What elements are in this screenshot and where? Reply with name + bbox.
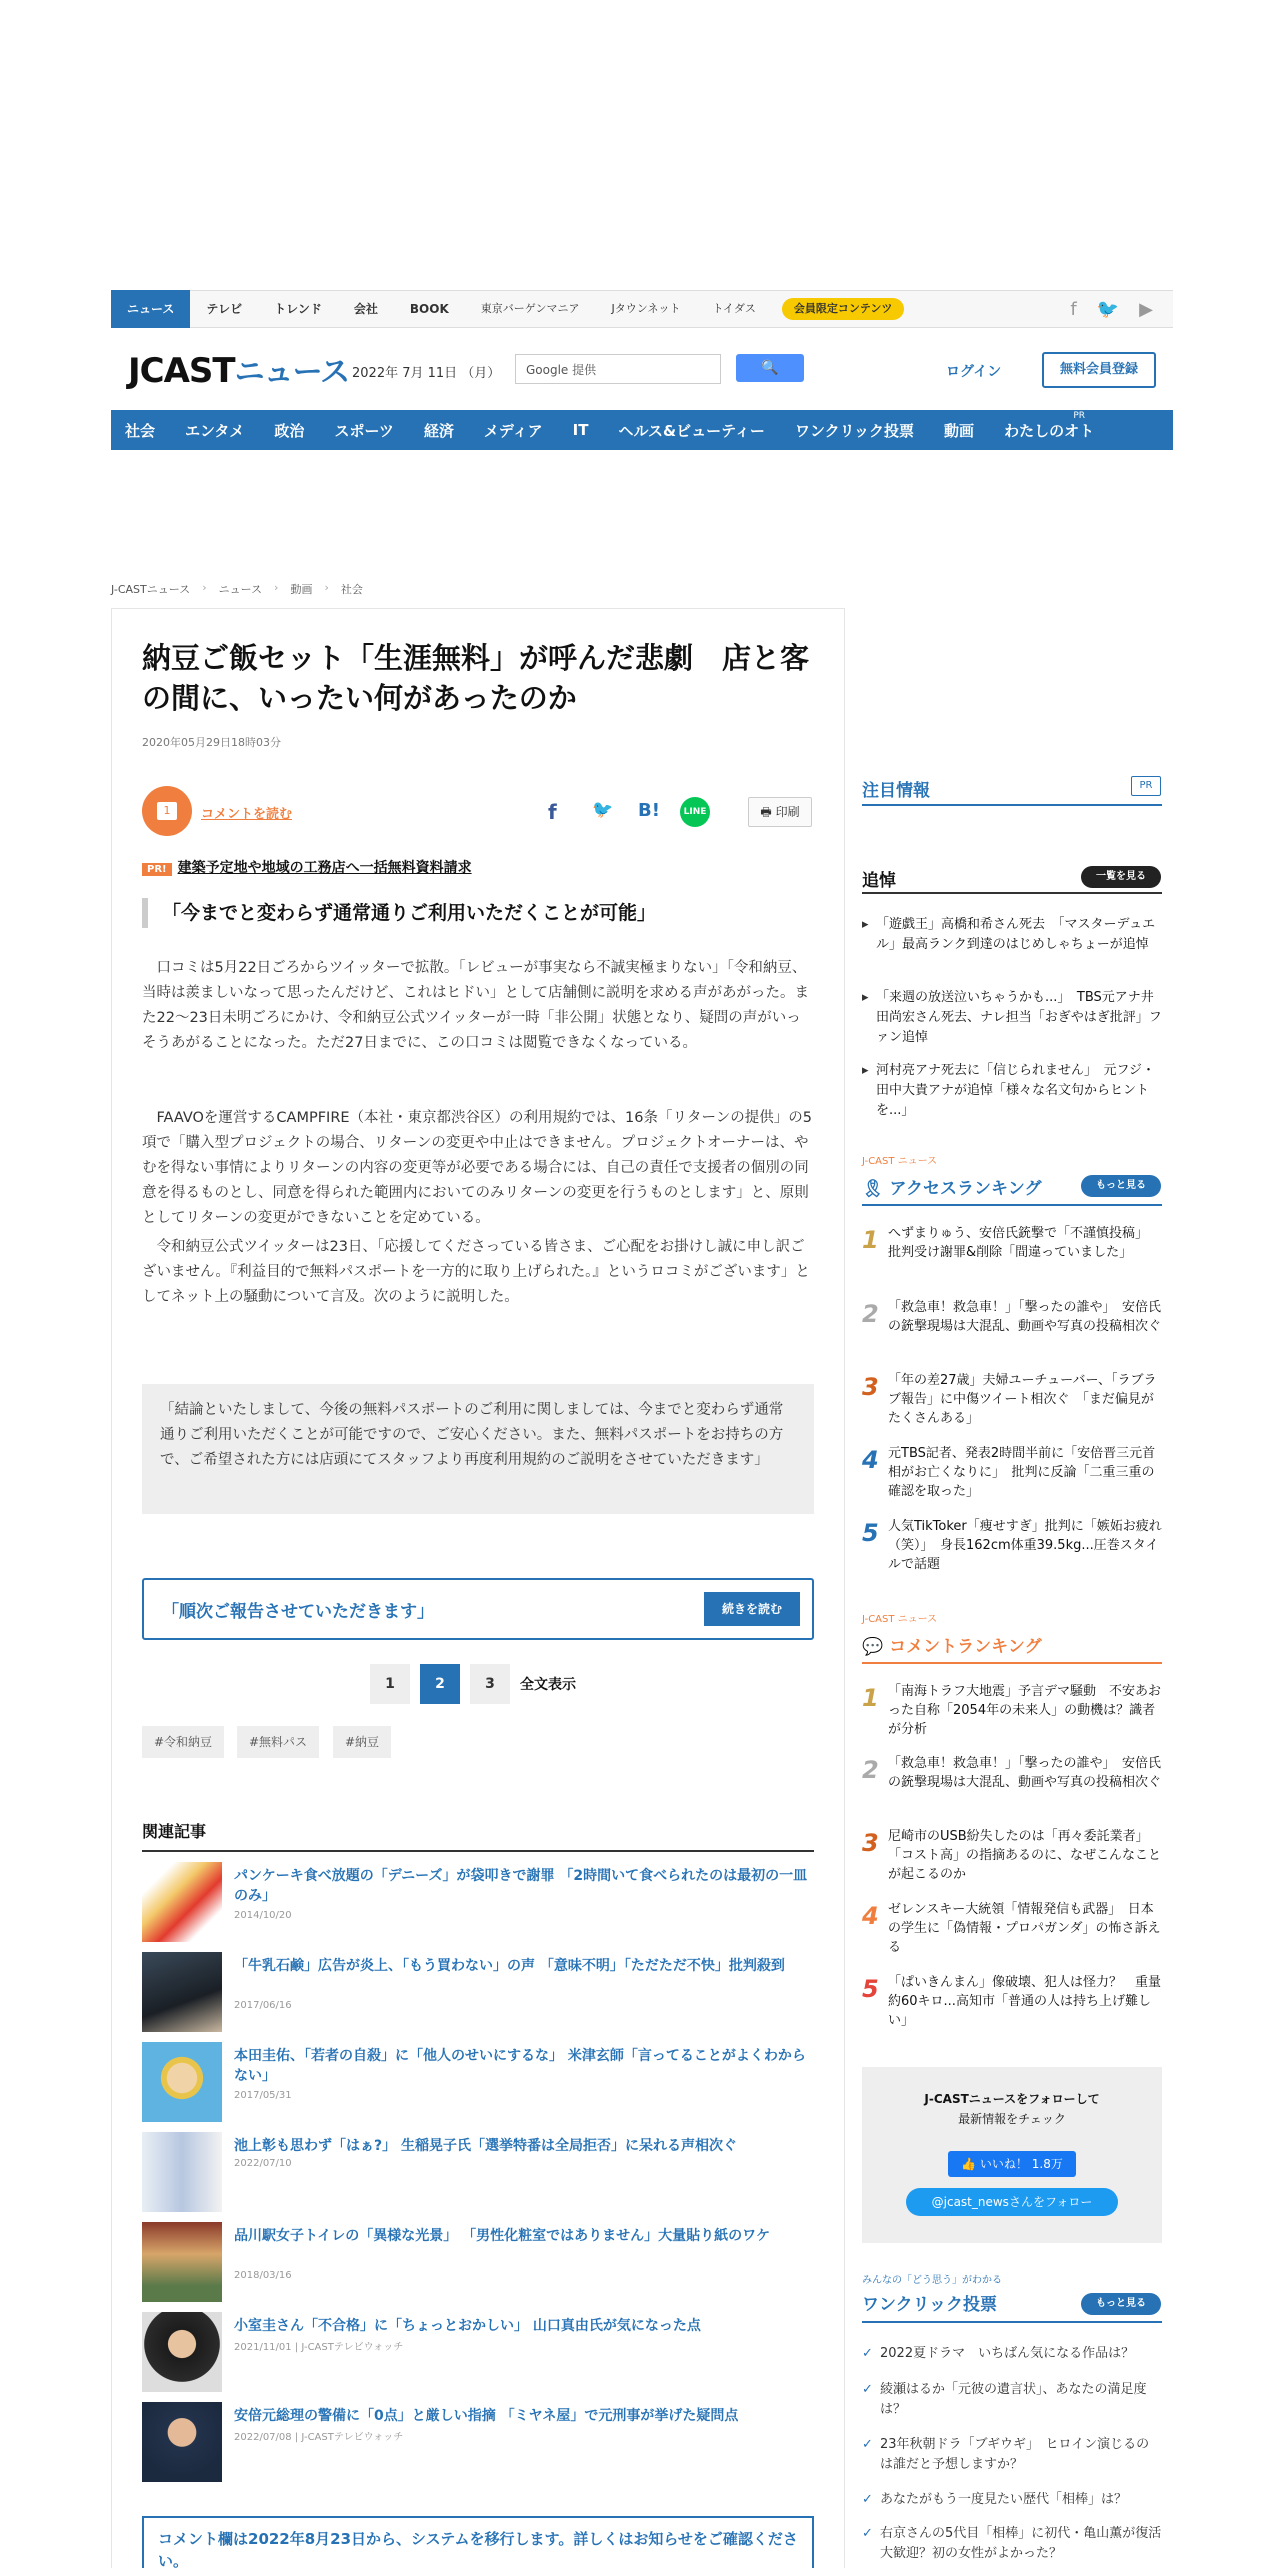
tribute-item-text: ▸ 「遊戯王」高橋和希さん死去 「マスターデュエル」最高ランク到達のはじめしゃちょーが追悼 <box>876 917 1156 952</box>
related-article[interactable] <box>142 2402 814 2486</box>
rank-number: 1 <box>862 1684 879 1712</box>
related-article[interactable] <box>142 2312 814 2396</box>
tribute-item-text: ▸ 「来週の放送泣いちゃうかも...」 TBS元アナ井田尚宏さん死去、ナレ担当「おぎやはぎ批評」ファン追悼 <box>876 990 1162 1045</box>
vote-item-text: ✓ 23年秋朝ドラ「ブギウギ」 ヒロイン演じるのは誰だと予想しますか？ <box>880 2437 1150 2472</box>
nav-it[interactable]: IT <box>572 421 589 439</box>
topbar-trend[interactable]: トレンド <box>274 302 322 316</box>
nav-video[interactable]: 動画 <box>944 421 975 440</box>
ranking-text: 「救急車！救急車！」「撃ったの誰や」 安倍氏の銃撃現場は大混乱、動画や写真の投稿相次ぐ <box>888 1756 1162 1790</box>
related-title: 「牛乳石鹸」広告が炎上、「もう買わない」の声 「意味不明」「ただただ不快」批判殺到 <box>234 1958 785 1974</box>
nav-entame[interactable]: エンタメ <box>185 421 245 440</box>
ranking-text: 「南海トラフ大地震」予言デマ騒動 不安あおった自称「2054年の未来人」の動機は？識者が分析 <box>888 1684 1162 1737</box>
featured-divider <box>862 804 1162 806</box>
topbar-tv[interactable]: テレビ <box>206 302 243 316</box>
rank-number: 5 <box>862 1975 879 2003</box>
tribute-item[interactable] <box>862 1061 1162 1121</box>
main-nav <box>111 410 1173 450</box>
topbar-toidas[interactable]: トイダス <box>712 302 756 315</box>
related-divider <box>142 1850 814 1852</box>
rank-number: 3 <box>862 1829 879 1857</box>
tribute-item-text: ▸ 河村亮アナ死去に「信じられません」 元フジ・田中大貴アナが追悼「様々な名文句からヒントを...」 <box>876 1063 1155 1118</box>
logo-j: J <box>128 351 140 391</box>
member-content-button[interactable]: 会員限定コンテンツ <box>782 298 904 320</box>
featured-pr-badge: PR <box>1131 776 1161 796</box>
related-title: 安倍元総理の警備に「0点」と厳しい指摘 「ミヤネ屋」で元刑事が挙げた疑問点 <box>234 2408 739 2424</box>
related-date: 2022/07/10 <box>234 2158 292 2169</box>
ranking-text: へずまりゅう、安倍氏銃撃で「不謹慎投稿」 批判受け謝罪&削除「間違っていました」 <box>888 1226 1155 1260</box>
vote-item[interactable] <box>862 2435 1162 2475</box>
follow-line-2: 最新情報をチェック <box>958 2112 1066 2126</box>
access-ranking-more-button[interactable]: もっと見る <box>1081 1175 1161 1197</box>
nav-watashi[interactable]: わたしのオト <box>1004 421 1095 440</box>
read-comments-link[interactable]: コメントを読む <box>201 807 293 822</box>
page-1-button[interactable]: 1 <box>370 1664 410 1704</box>
ranking-text: 尼崎市のUSB紛失したのは「再々委託業者」 「コスト高」の指摘あるのに、なぜこんなことが起こるのか <box>888 1829 1162 1882</box>
related-thumbnail <box>142 1862 222 1942</box>
speech-bubble-icon: 💬 <box>862 1637 890 1657</box>
nav-health[interactable]: ヘルス&ビューティー <box>618 421 765 440</box>
topbar-book[interactable]: BOOK <box>409 302 449 316</box>
pr-link[interactable] <box>142 857 472 877</box>
login-link[interactable]: ログイン <box>946 364 1002 380</box>
article-paragraph-2: FAAVOを運営するCAMPFIRE（本社・東京都渋谷区）の利用規約では、16条「リターンの提供」の5項で「購入型プロジェクトの場合、リターンの変更や中止はできません。プロジェクトオーナーは、やむを得ない事情によりリターンの内容の変更等が必要である場合には、自己の責任で支援者の個別の同意を得るものとし、同意を得られた範囲内においてのみリターンの変更を行うものとします」と、原則としてリターンの変更ができないことを定めている。 <box>142 1110 812 1226</box>
vote-item[interactable] <box>862 2524 1175 2564</box>
vote-more-button[interactable]: もっと見る <box>1081 2293 1161 2315</box>
related-articles-title: 関連記事 <box>142 1822 207 1841</box>
breadcrumb-home[interactable]: J-CASTニュース <box>111 583 191 596</box>
related-title: 池上彰も思わず「はぁ?」 生稲晃子氏「選挙特番は全局拒否」に呆れる声相次ぐ <box>234 2138 737 2154</box>
vote-source: みんなの「どう思う」がわかる <box>862 2275 1002 2286</box>
page-3-button[interactable]: 3 <box>470 1664 510 1704</box>
full-text-link[interactable]: 全文表示 <box>520 1677 576 1693</box>
related-date: 2017/06/16 <box>234 2000 292 2011</box>
tribute-more-button[interactable]: 一覧を見る <box>1081 866 1161 888</box>
tribute-divider <box>862 892 1162 894</box>
comment-count-badge[interactable] <box>142 786 192 836</box>
tag-free-pass[interactable]: #無料パス <box>237 1726 319 1758</box>
vote-item-text: ✓ 右京さんの5代目「相棒」に初代・亀山薫が復活 大歓迎？初の女性がよかった？ <box>880 2526 1175 2561</box>
vote-item[interactable] <box>862 2344 1162 2364</box>
topbar-company[interactable]: 会社 <box>353 302 378 316</box>
search-button[interactable] <box>736 354 804 382</box>
ranking-text: ゼレンスキー大統領「情報発信も武器」 日本の学生に「偽情報・プロパガンダ」の怖さ訴える <box>888 1902 1161 1955</box>
continue-reading-button[interactable]: 続きを読む <box>704 1592 800 1626</box>
vote-item[interactable] <box>862 2380 1162 2420</box>
related-title: 品川駅女子トイレの「異様な光景」 「男性化粧室ではありません」大量貼り紙のワケ <box>234 2228 771 2244</box>
nav-media[interactable]: メディア <box>483 421 543 440</box>
related-article[interactable] <box>142 2222 814 2306</box>
topbar-news[interactable]: ニュース <box>111 290 190 328</box>
hatena-bookmark-icon[interactable]: B! <box>638 800 660 821</box>
vote-title: ワンクリック投票 <box>862 2295 997 2315</box>
related-thumbnail <box>142 1952 222 2032</box>
top-site-bar <box>111 290 1173 328</box>
article-subheading: 「今までと変わらず通常通りご利用いただくことが可能」 <box>142 898 812 928</box>
access-ranking-title <box>862 1174 1042 1199</box>
related-title: 本田圭佑、「若者の自殺」に「他人のせいにするな」 米津玄師「言ってることがよくわからない」 <box>234 2048 806 2084</box>
vote-item[interactable] <box>862 2490 1162 2510</box>
rank-number: 5 <box>862 1519 879 1547</box>
breadcrumb-news[interactable]: ニュース <box>218 583 263 596</box>
breadcrumb-video[interactable]: 動画 <box>290 583 313 596</box>
vote-item-text: ✓ あなたがもう一度見たい歴代「相棒」は？ <box>880 2492 1128 2507</box>
line-share-icon[interactable]: LINE <box>680 797 710 827</box>
facebook-share-icon[interactable]: f <box>548 800 557 824</box>
article-paragraph-1: 口コミは5月22日ごろからツイッターで拡散。「レビューが事実なら不誠実極まりない」「令和納豆、当時は羨ましいなって思ったんだけど、これはヒドい」として店舗側に説明を求める声があがった。また22～23日未明ごろにかけ、令和納豆公式ツイッターが一時「非公開」状態となり、疑問の声がいっそうあがることになった。ただ27日までに、この口コミは閲覧できなくなっている。 <box>142 960 809 1051</box>
facebook-icon[interactable]: f <box>1070 298 1077 320</box>
related-article[interactable] <box>142 2042 814 2126</box>
comment-ranking-divider <box>862 1662 1162 1664</box>
nav-sports[interactable]: スポーツ <box>334 421 394 440</box>
comment-system-notice[interactable]: コメント欄は2022年8月23日から、システムを移行します。詳しくはお知らせをご確認ください。 <box>142 2516 814 2568</box>
ranking-text: 「年の差27歳」夫婦ユーチューバー、「ラブラブ報告」に中傷ツイート相次ぐ 「まだ偏見がたくさんある」 <box>888 1373 1157 1426</box>
access-ranking-label: アクセスランキング <box>889 1179 1042 1199</box>
comment-ranking-label: コメントランキング <box>889 1637 1042 1657</box>
breadcrumb-society[interactable]: 社会 <box>340 583 363 596</box>
twitter-icon[interactable]: 🐦 <box>1096 298 1120 320</box>
related-thumbnail <box>142 2312 222 2392</box>
comment-ranking-source: J-CAST ニュース <box>862 1614 938 1625</box>
article-date: 2020年05月29日18時03分 <box>142 736 281 749</box>
featured-title: 注目情報 <box>862 781 930 801</box>
follow-text <box>862 2089 1162 2129</box>
logo-news: ニュース <box>234 355 350 390</box>
rank-number: 4 <box>862 1902 879 1930</box>
comment-count: 1 <box>157 802 177 820</box>
related-date: 2018/03/16 <box>234 2270 292 2281</box>
nav-politics[interactable]: 政治 <box>274 421 305 440</box>
comment-ranking-title <box>862 1632 1042 1657</box>
nav-economy[interactable]: 経済 <box>423 421 454 440</box>
twitter-follow-button[interactable]: @jcast_newsさんをフォロー <box>906 2188 1118 2216</box>
tribute-item[interactable] <box>862 915 1162 955</box>
tag-reiwa-natto[interactable]: #令和納豆 <box>142 1726 224 1758</box>
continue-teaser: 「順次ご報告させていただきます」 <box>162 1602 434 1622</box>
rank-number: 4 <box>862 1446 879 1474</box>
related-thumbnail <box>142 2132 222 2212</box>
nav-society[interactable]: 社会 <box>125 421 156 440</box>
search-icon: 🔍 <box>761 360 779 376</box>
related-date: 2021/11/01 | J-CASTテレビウォッチ <box>234 2342 404 2353</box>
related-thumbnail <box>142 2402 222 2482</box>
follow-line-1: J-CASTニュースをフォローして <box>924 2092 1100 2106</box>
nav-pr-label: PR <box>1073 411 1085 421</box>
print-button[interactable] <box>748 797 812 827</box>
access-ranking-source: J-CAST ニュース <box>862 1156 938 1167</box>
related-title: パンケーキ食べ放題の「デニーズ」が袋叩きで謝罪 「2時間いて食べられたのは最初の一皿のみ」 <box>234 1868 808 1904</box>
topbar-bargain[interactable]: 東京バーゲンマニア <box>480 302 580 315</box>
related-article[interactable] <box>142 1952 814 2036</box>
twitter-share-icon[interactable]: 🐦 <box>592 800 614 820</box>
pr-link-text: 建築予定地や地域の工務店へ一括無料資料請求 <box>177 860 472 876</box>
logo-cast: CAST <box>139 351 235 391</box>
ranking-text: 人気TikToker「痩せすぎ」批判に「嫉妬お疲れ（笑）」 身長162cm体重39.5kg...圧巻スタイルで話題 <box>888 1519 1162 1572</box>
related-title: 小室圭さん「不合格」に「ちょっとおかしい」 山口真由氏が気になった点 <box>234 2318 701 2334</box>
rank-number: 2 <box>862 1756 879 1784</box>
follow-box <box>862 2067 1162 2243</box>
rank-number: 3 <box>862 1373 879 1401</box>
ribbon-icon: 🎗 <box>862 1179 890 1199</box>
article-paragraph-3: 令和納豆公式ツイッターは23日、「応援してくださっている皆さま、ご心配をお掛けし誠に申し訳ございません。『利益目的で無料パスポートを一方的に取り上げられた。』というロコミがございます」としてネット上の騒動について言及。次のように説明した。 <box>142 1239 810 1305</box>
article-title: 納豆ご飯セット「生涯無料」が呼んだ悲劇 店と客の間に、いったい何があったのか <box>142 641 810 715</box>
tag-natto[interactable]: #納豆 <box>333 1726 391 1758</box>
rank-number: 2 <box>862 1300 879 1328</box>
related-thumbnail <box>142 2222 222 2302</box>
related-date: 2017/05/31 <box>234 2090 292 2101</box>
related-article[interactable] <box>142 1862 814 1946</box>
related-date: 2022/07/08 | J-CASTテレビウォッチ <box>234 2432 404 2443</box>
related-date: 2014/10/20 <box>234 1910 292 1921</box>
vote-divider <box>862 2321 1162 2323</box>
register-button[interactable]: 無料会員登録 <box>1042 352 1156 388</box>
site-logo[interactable] <box>128 347 349 391</box>
ranking-text: 「ぱいきんまん」像破壊、犯人は怪力？ 重量約60キロ...高知市「普通の人は持ち上げ難しい」 <box>888 1975 1162 2028</box>
continue-box[interactable] <box>142 1578 814 1640</box>
ranking-text: 「救急車！救急車！」「撃ったの誰や」 安倍氏の銃撃現場は大混乱、動画や写真の投稿相次ぐ <box>888 1300 1162 1334</box>
access-ranking-divider <box>862 1204 1162 1206</box>
related-thumbnail <box>142 2042 222 2122</box>
tribute-title: 追悼 <box>862 871 896 891</box>
page-2-button[interactable]: 2 <box>420 1664 460 1704</box>
search-input[interactable]: Google 提供 <box>515 354 721 384</box>
printer-icon: 🖶 <box>760 805 776 819</box>
topbar-jtown[interactable]: Jタウンネット <box>611 302 681 315</box>
vote-item-text: ✓ 綾瀬はるか「元彼の遺言状」、あなたの満足度は？ <box>880 2382 1147 2417</box>
vote-item-text: ✓ 2022夏ドラマ いちばん気になる作品は？ <box>880 2346 1135 2361</box>
article-quote: 「結論といたしまして、今後の無料パスポートのご利用に関しましては、今までと変わらず通常通りご利用いただくことが可能ですので、ご安心ください。また、無料パスポートをお持ちの方で、ご希望された方には店頭にてスタッフより再度利用規約のご説明をさせていただきます」 <box>142 1384 814 1514</box>
facebook-like-button[interactable]: 👍 いいね！ 1.8万 <box>948 2151 1076 2177</box>
current-date: 2022年 7月 11日 （月） <box>352 366 501 381</box>
breadcrumb: J-CASTニュース › ニュース › 動画 › 社会 <box>111 581 363 596</box>
pr-badge: PR! <box>142 863 172 876</box>
print-label: 印刷 <box>775 805 800 819</box>
tribute-item[interactable] <box>862 988 1162 1048</box>
related-article[interactable] <box>142 2132 814 2216</box>
rank-number: 1 <box>862 1226 879 1254</box>
youtube-icon[interactable]: ▶ <box>1139 298 1153 320</box>
social-links <box>1070 299 1173 320</box>
nav-vote[interactable]: ワンクリック投票 <box>794 421 915 440</box>
ranking-text: 元TBS記者、発表2時間半前に「安倍晋三元首相がお亡くなりに」 批判に反論「二重三重の確認を取った」 <box>888 1446 1156 1499</box>
